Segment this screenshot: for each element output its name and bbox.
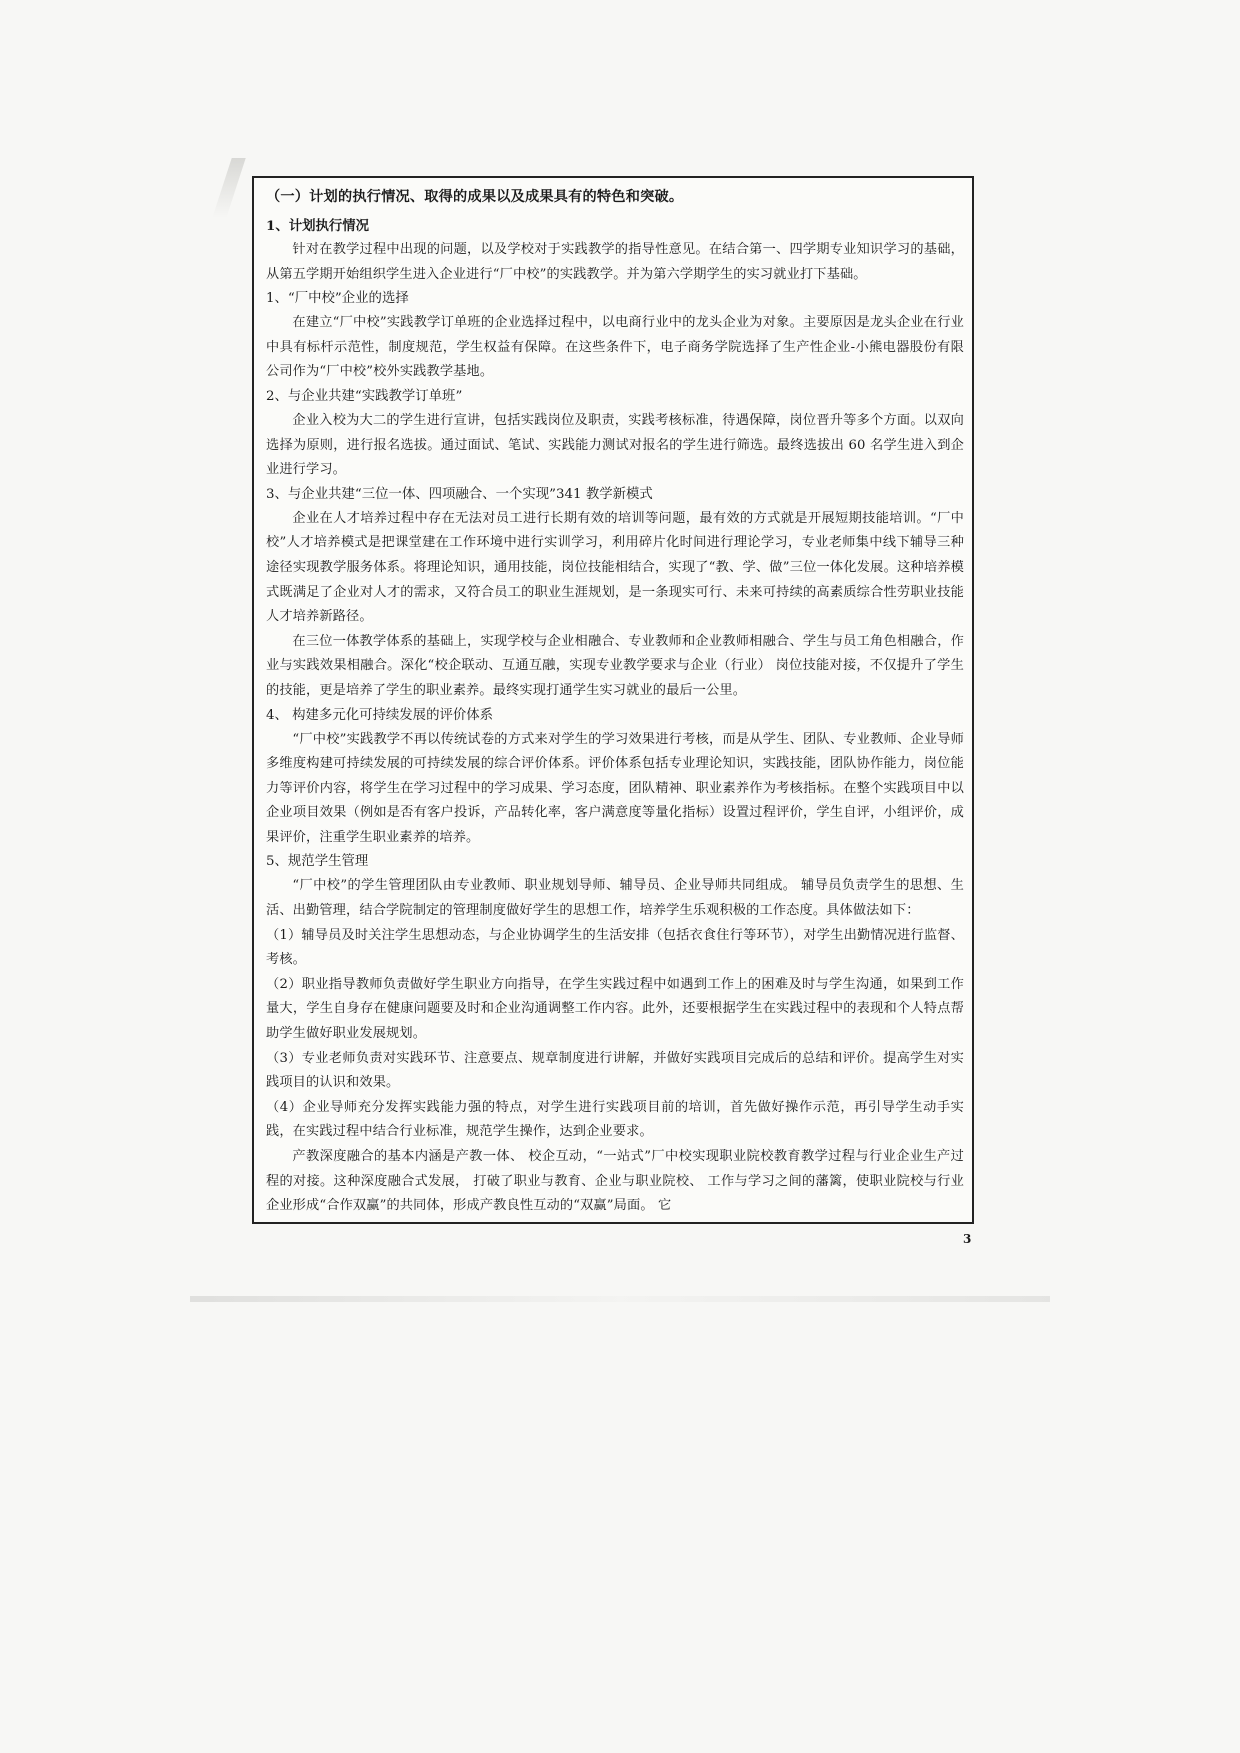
list-item: （1）辅导员及时关注学生思想动态，与企业协调学生的生活安排（包括衣食住行等环节），对学生出勤情况进行监督、考核。 — [266, 927, 964, 968]
list-item: （3）专业老师负责对实践环节、注意要点、规章制度进行讲解，并做好实践项目完成后的总结和评价。提高学生对实践项目的认识和效果。 — [266, 1050, 964, 1091]
paragraph: “厂中校”实践教学不再以传统试卷的方式来对学生的学习效果进行考核，而是从学生、团队、专业教师、企业导师多维度构建可持续发展的可持续发展的综合评价体系。评价体系包括专业理论知识，实践技能，团队协作能力，岗位能力等评价内容，将学生在学习过程中的学习成果、学习态度，团队精神、职业素养作为考核指标。在整个实践项目中以企业项目效果（例如是否有客户投诉，产品转化率，客户满意度等量化指标）设置过程评价，学生自评，小组评价，成果评价，注重学生职业素养的培养。 — [266, 731, 964, 845]
page-number: 3 — [963, 1232, 972, 1246]
subsection-heading: 1、计划执行情况 — [266, 218, 370, 234]
paragraph: 企业在人才培养过程中存在无法对员工进行长期有效的培训等问题，最有效的方式就是开展短期技能培训。“厂中校”人才培养模式是把课堂建在工作环境中进行实训学习，利用碎片化时间进行理论学习，专业老师集中线下辅导三种途径实现教学服务体系。将理论知识，通用技能，岗位技能相结合，实现了“教、学、做”三位一体化发展。这种培养模式既满足了企业对人才的需求，又符合员工的职业生涯规划，是一条现实可行、未来可持续的高素质综合性劳职业技能人才培养新路径。 — [266, 510, 964, 625]
document-frame — [252, 176, 974, 1224]
paragraph: 在建立“厂中校”实践教学订单班的企业选择过程中，以电商行业中的龙头企业为对象。主要原因是龙头企业在行业中具有标杆示范性，制度规范，学生权益有保障。在这些条件下，电子商务学院选择了生产性企业-小熊电器股份有限公司作为“厂中校”校外实践教学基地。 — [266, 315, 964, 380]
section-title: （一）计划的执行情况、取得的成果以及成果具有的特色和突破。 — [266, 189, 684, 205]
subsection-heading: 2、与企业共建“实践教学订单班” — [266, 388, 463, 404]
list-item: （4）企业导师充分发挥实践能力强的特点，对学生进行实践项目前的培训，首先做好操作示范，再引导学生动手实践，在实践过程中结合行业标准，规范学生操作，达到企业要求。 — [266, 1099, 964, 1140]
paragraph: 针对在教学过程中出现的问题，以及学校对于实践教学的指导性意见。在结合第一、四学期专业知识学习的基础，从第五学期开始组织学生进入企业进行“厂中校”的实践教学。并为第六学期学生的实习就业打下基础。 — [266, 242, 964, 282]
list-item: （2）职业指导教师负责做好学生职业方向指导，在学生实践过程中如遇到工作上的困难及时与学生沟通，如果到工作量大，学生自身存在健康问题要及时和企业沟通调整工作内容。此外，还要根据学生在实践过程中的表现和个人特点帮助学生做好职业发展规划。 — [266, 976, 964, 1042]
paragraph: 企业入校为大二的学生进行宣讲，包括实践岗位及职责，实践考核标准，待遇保障，岗位晋升等多个方面。以双向选择为原则，进行报名选拔。通过面试、笔试、实践能力测试对报名的学生进行筛选。最终选拔出 60 名学生进入到企业进行学习。 — [266, 412, 964, 478]
subsection-heading: 1、“厂中校”企业的选择 — [266, 291, 409, 307]
document-body — [266, 214, 964, 1219]
subsection-heading: 3、与企业共建“三位一体、四项融合、一个实现”341 教学新模式 — [266, 486, 653, 502]
paragraph: 产教深度融合的基本内涵是产教一体、 校企互动，“一站式”厂中校实现职业院校教育教学过程与行业企业生产过程的对接。这种深度融合式发展， 打破了职业与教育、企业与职业院校、 工作与学习之间的藩篱，使职业院校与行业企业形成“合作双赢”的共同体，形成产教良性互动的“双赢”局面。 它 — [266, 1149, 964, 1214]
subsection-heading: 5、规范学生管理 — [266, 854, 369, 870]
paragraph: “厂中校”的学生管理团队由专业教师、职业规划导师、辅导员、企业导师共同组成。 辅导员负责学生的思想、生活、出勤管理，结合学院制定的管理制度做好学生的思想工作，培养学生乐观积极的工作态度。具体做法如下： — [266, 878, 964, 919]
scan-shadow — [212, 158, 245, 218]
paragraph: 在三位一体教学体系的基础上，实现学校与企业相融合、专业教师和企业教师相融合、学生与员工角色相融合，作业与实践效果相融合。深化“校企联动、互通互融，实现专业教学要求与企业（行业） 岗位技能对接，不仅提升了学生的技能，更是培养了学生的职业素养。最终实现打通学生实习就业的最后一公里。 — [266, 633, 964, 698]
scan-edge — [190, 1296, 1050, 1302]
subsection-heading: 4、 构建多元化可持续发展的评价体系 — [266, 707, 494, 723]
